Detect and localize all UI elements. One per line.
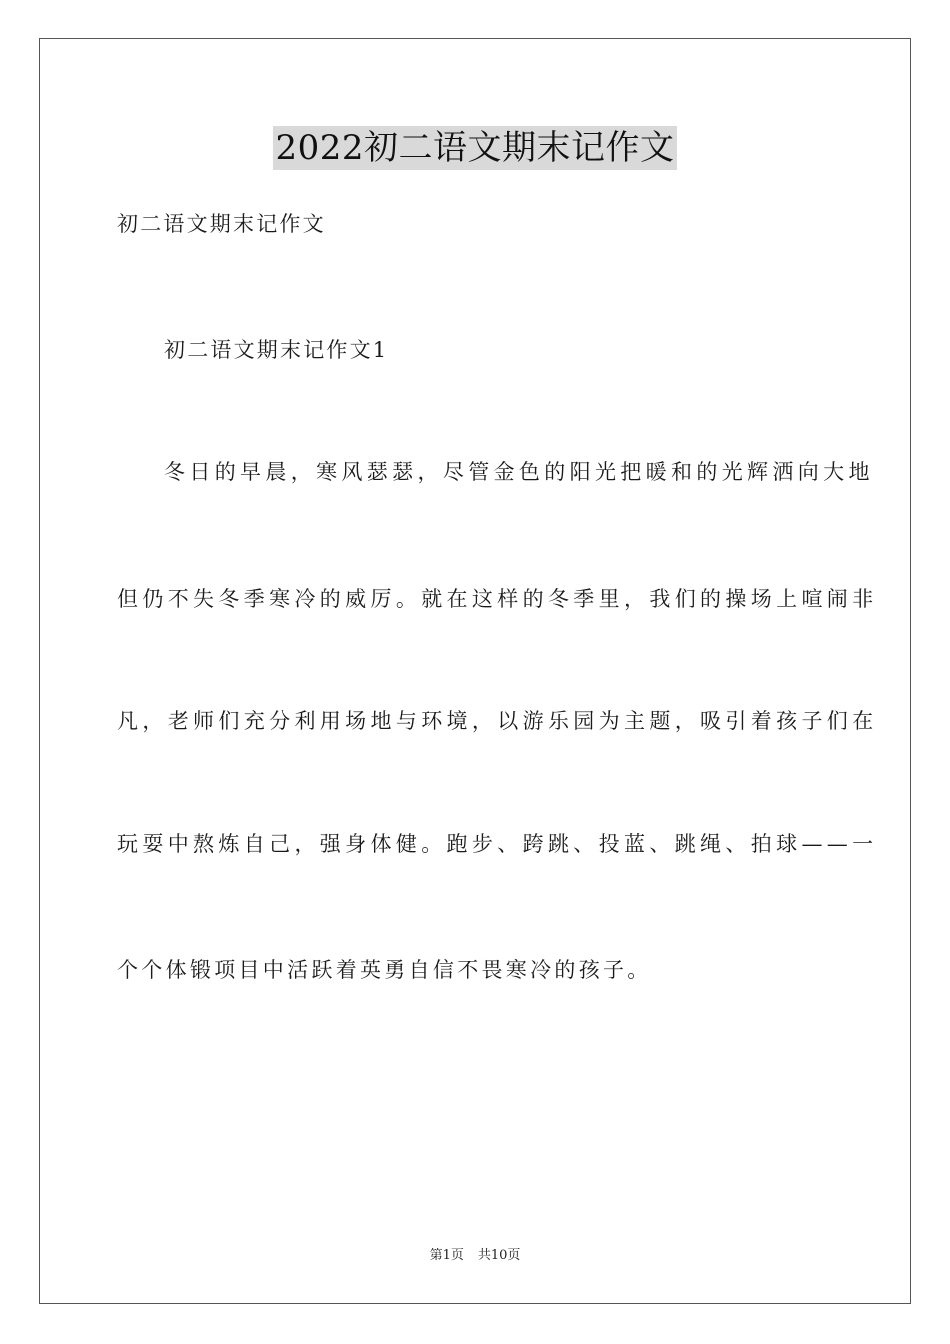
- page-footer: [0, 1247, 950, 1265]
- paragraph-line-3: 凡，老师们充分利用场地与环境，以游乐园为主题，吸引着孩子们在: [117, 709, 878, 733]
- page-number: 第1页: [429, 1248, 464, 1263]
- document-title: 2022初二语文期末记作文: [275, 128, 675, 168]
- section-heading: 初二语文期末记作文1: [164, 338, 389, 362]
- paragraph-line-2: 但仍不失冬季寒冷的威厉。就在这样的冬季里，我们的操场上喧闹非: [117, 587, 878, 611]
- paragraph-line-4: 玩耍中熬炼自己，强身体健。跑步、跨跳、投蓝、跳绳、拍球——一: [117, 832, 878, 856]
- page-total: 共10页: [477, 1248, 521, 1263]
- document-subtitle: 初二语文期末记作文: [117, 212, 326, 236]
- paragraph-line-1: 冬日的早晨，寒风瑟瑟，尽管金色的阳光把暖和的光辉洒向大地: [164, 460, 874, 484]
- paragraph-line-5: 个个体锻项目中活跃着英勇自信不畏寒冷的孩子。: [117, 958, 652, 982]
- title-container: [0, 126, 950, 170]
